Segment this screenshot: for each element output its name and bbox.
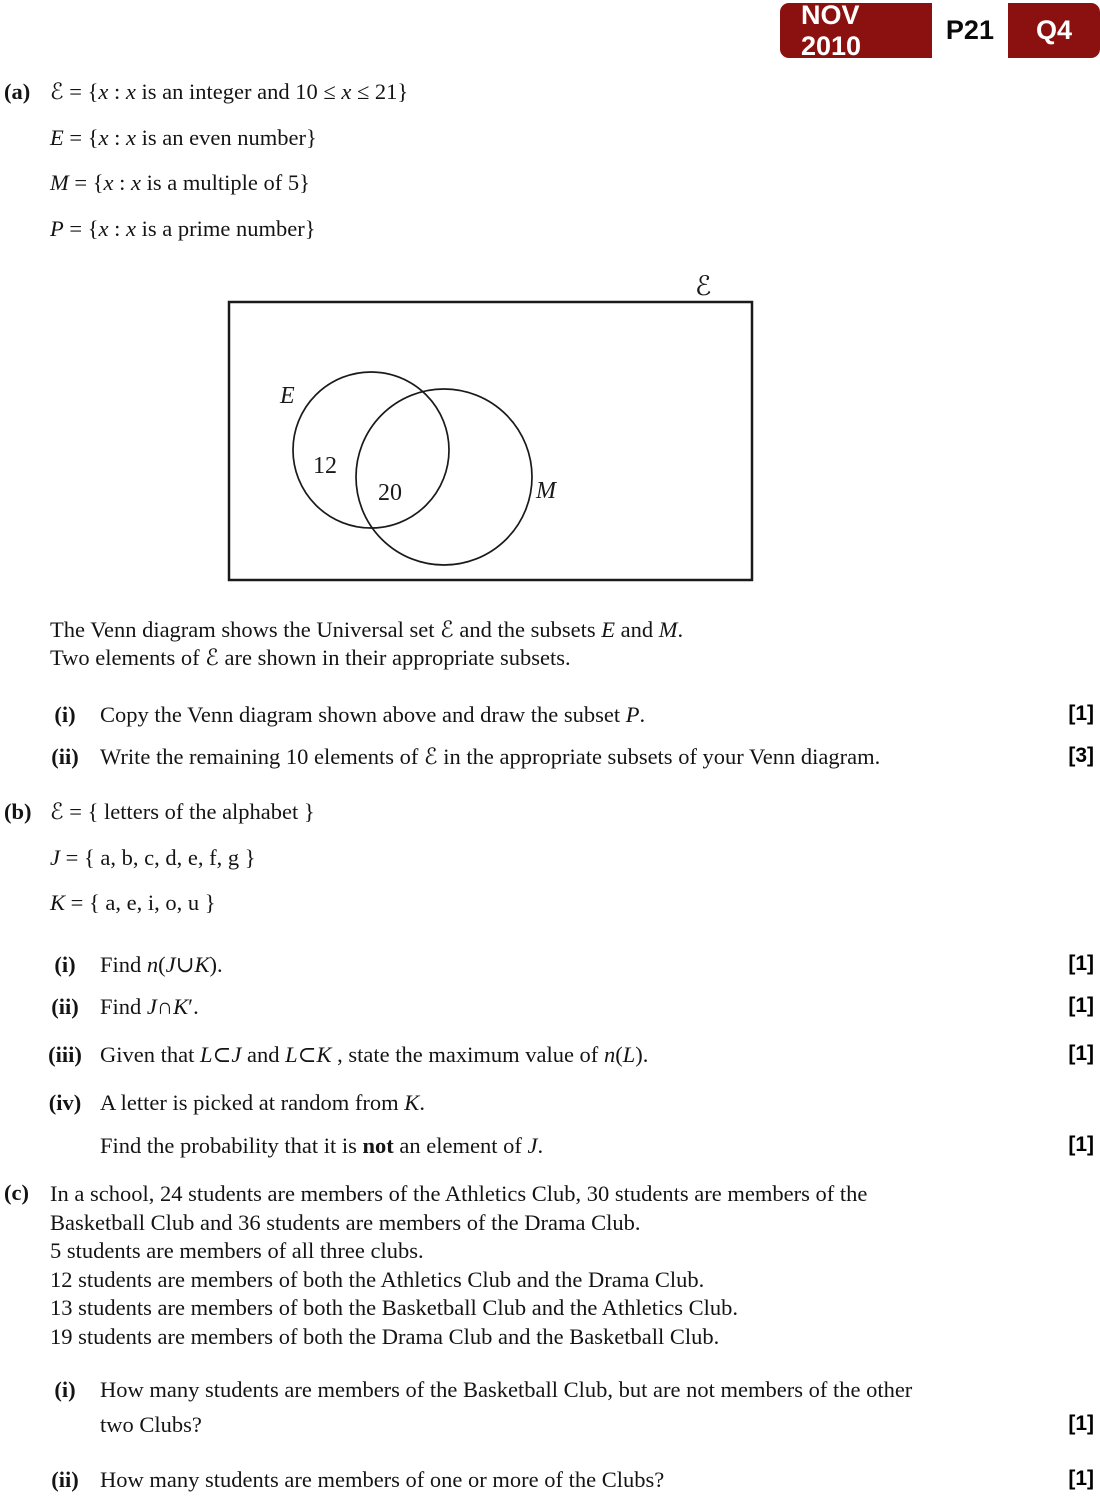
question-a-i-marks: [1] — [1068, 702, 1094, 725]
text-segment: = { — [68, 170, 104, 195]
text-segment: J — [146, 994, 157, 1019]
question-a-ii-tag: (ii) — [51, 744, 79, 769]
definition-text — [50, 216, 316, 242]
definition-text — [50, 890, 216, 916]
part-b-tag: (b) — [4, 799, 32, 824]
question-c-ii-marks: [1] — [1068, 1467, 1094, 1490]
text-segment: = { letters of the alphabet } — [63, 799, 315, 824]
part-c-stem-line: Basketball Club and 36 students are members of the Drama Club. — [50, 1209, 641, 1235]
part-c-stem-line: 13 students are members of both the Basketball Club and the Athletics Club. — [50, 1295, 739, 1321]
text-segment: x — [125, 79, 136, 104]
text-segment: are shown in their appropriate subsets. — [218, 645, 571, 670]
venn-diagram — [200, 255, 780, 595]
text-segment: : — [108, 125, 127, 150]
part-a-definition-p — [0, 216, 1100, 248]
text-segment: in the appropriate subsets of your Venn diagram. — [437, 744, 881, 769]
text-segment: Find — [100, 952, 147, 977]
text-segment: n — [603, 1042, 616, 1067]
venn-value-intersection: 20 — [378, 480, 402, 506]
part-a-definition-universal — [0, 79, 1100, 111]
text-segment: K — [194, 952, 210, 977]
text-segment: is an even number} — [136, 125, 317, 150]
text-segment: . — [419, 1090, 425, 1115]
venn-caption-line-2 — [0, 645, 1100, 677]
question-b-ii — [0, 994, 1100, 1026]
badge-paper: P21 — [932, 5, 1008, 56]
text-segment: x — [341, 79, 352, 104]
venn-label-e: E — [280, 383, 295, 409]
part-c-stem-line: In a school, 24 students are members of the Athletics Club, 30 students are members of the — [50, 1181, 868, 1206]
question-b-iii-marks: [1] — [1068, 1042, 1094, 1065]
text-segment: ℰ — [50, 799, 64, 825]
question-b-i-marks: [1] — [1068, 952, 1094, 975]
question-b-iv-tag: (iv) — [48, 1090, 82, 1115]
text-segment: ⊂ — [297, 1042, 317, 1067]
text-segment: = { — [63, 125, 99, 150]
text-segment: L — [199, 1042, 213, 1067]
question-a-ii — [0, 744, 1100, 776]
definition-text — [50, 79, 408, 105]
text-segment: J — [527, 1133, 538, 1158]
text-segment: is a multiple of 5} — [141, 170, 310, 195]
text-segment: E — [50, 125, 64, 150]
question-b-i — [0, 952, 1100, 984]
part-c-tag: (c) — [4, 1180, 29, 1205]
caption-text — [50, 645, 571, 671]
part-c-stem-line: 5 students are members of all three clubs. — [50, 1238, 424, 1264]
text-segment: K — [404, 1090, 420, 1115]
badge-session: NOV 2010 — [780, 3, 932, 58]
question-c-ii-tag: (ii) — [51, 1467, 79, 1492]
text-segment: J — [165, 952, 176, 977]
text-segment: n — [146, 952, 159, 977]
text-segment: E — [601, 617, 615, 642]
text-segment: The Venn diagram shows the Universal set — [50, 617, 441, 642]
question-b-ii-tag: (ii) — [51, 994, 79, 1019]
text-segment: Find — [100, 994, 147, 1019]
definition-text — [50, 845, 256, 871]
question-b-iii-text — [100, 1042, 648, 1068]
text-segment: M — [658, 617, 678, 642]
part-c-stem-line: 19 students are members of both the Drama Club and the Basketball Club. — [50, 1323, 720, 1349]
text-segment: . — [537, 1133, 544, 1158]
question-b-iii-tag: (iii) — [48, 1042, 82, 1067]
venn-value-e-only: 12 — [313, 453, 337, 479]
question-b-iii — [0, 1042, 1100, 1074]
text-segment: is an integer and 10 ≤ — [135, 79, 342, 104]
venn-diagram-svg — [200, 255, 780, 595]
question-a-ii-text — [100, 744, 880, 770]
question-a-i-text — [100, 702, 645, 728]
question-c-ii-text: How many students are members of one or more of the Clubs? — [100, 1467, 665, 1492]
text-segment: ∩ — [156, 994, 174, 1019]
question-c-ii — [0, 1467, 1100, 1496]
text-segment: Copy the Venn diagram shown above and draw the subset — [100, 702, 626, 727]
text-segment: x — [126, 216, 137, 241]
text-segment: ). — [635, 1042, 649, 1067]
text-segment: P — [50, 216, 64, 241]
question-c-i-tag: (i) — [54, 1377, 76, 1402]
definition-text — [50, 125, 317, 151]
text-segment: : — [113, 170, 132, 195]
text-segment: and — [614, 617, 659, 642]
text-segment: = { a, e, i, o, u } — [65, 890, 216, 915]
text-segment: : — [108, 79, 126, 104]
venn-label-universal: ℰ — [695, 271, 712, 302]
text-segment: ℰ — [50, 79, 64, 105]
venn-label-m: M — [536, 478, 556, 504]
definition-text — [50, 170, 310, 196]
text-segment: Two elements of — [50, 645, 206, 670]
part-c-stem — [50, 1180, 867, 1352]
question-c-i-marks: [1] — [1068, 1412, 1094, 1435]
text-segment: Write the remaining 10 elements of — [100, 744, 424, 769]
text-segment: J — [231, 1042, 242, 1067]
text-segment: is a prime number} — [136, 216, 316, 241]
text-segment: x — [98, 216, 109, 241]
text-segment: M — [50, 170, 69, 195]
text-segment: ≤ 21} — [351, 79, 409, 104]
text-segment: ). — [209, 952, 223, 977]
text-segment: x — [131, 170, 142, 195]
text-segment: an element of — [393, 1133, 528, 1158]
question-badge — [780, 3, 1100, 58]
question-b-iv-line-1 — [0, 1090, 1100, 1122]
text-segment: Given that — [100, 1042, 200, 1067]
question-b-iv-text-1 — [100, 1090, 425, 1116]
text-segment: x — [126, 125, 137, 150]
text-segment: : — [108, 216, 127, 241]
text-segment: P — [625, 702, 640, 727]
text-segment: ℰ — [440, 617, 454, 643]
question-b-iv-text-2 — [100, 1133, 543, 1159]
question-b-i-tag: (i) — [54, 952, 76, 977]
text-segment: x — [98, 125, 109, 150]
part-a-tag: (a) — [4, 79, 31, 104]
set-e-circle — [293, 372, 449, 528]
badge-question-number: Q4 — [1008, 3, 1100, 58]
question-b-ii-marks: [1] — [1068, 994, 1094, 1017]
text-segment: and — [241, 1042, 286, 1067]
text-segment: ( — [615, 1042, 623, 1067]
question-c-i-line-2 — [0, 1412, 1100, 1444]
text-segment: = { a, b, c, d, e, f, g } — [60, 845, 256, 870]
text-segment: = { — [63, 216, 99, 241]
text-segment: ′. — [188, 994, 199, 1019]
text-segment: x — [103, 170, 114, 195]
part-a-definition-m — [0, 170, 1100, 202]
question-a-ii-marks: [3] — [1068, 744, 1094, 767]
part-b-definition-universal — [0, 799, 1100, 831]
text-segment: A letter is picked at random from — [100, 1090, 405, 1115]
part-b-definition-j — [0, 845, 1100, 877]
text-segment: K — [50, 890, 66, 915]
question-a-i — [0, 702, 1100, 734]
text-segment: ∪ — [175, 952, 195, 977]
caption-text — [50, 617, 683, 643]
text-segment: L — [285, 1042, 298, 1067]
text-segment: K — [173, 994, 189, 1019]
question-b-iv-marks: [1] — [1068, 1133, 1094, 1156]
part-a-definition-e — [0, 125, 1100, 157]
question-b-ii-text — [100, 994, 199, 1020]
question-c-i-text-1: How many students are members of the Basketball Club, but are not members of the other — [100, 1377, 913, 1402]
text-segment: , state the maximum value of — [331, 1042, 604, 1067]
definition-text — [50, 799, 315, 825]
text-segment: K — [316, 1042, 332, 1067]
text-segment: x — [98, 79, 109, 104]
text-segment: ℰ — [424, 744, 438, 770]
text-segment: ( — [158, 952, 166, 977]
text-segment: . — [639, 702, 646, 727]
text-segment: ⊂ — [212, 1042, 232, 1067]
part-c-stem-line: 12 students are members of both the Athletics Club and the Drama Club. — [50, 1266, 705, 1292]
question-c-i-line-1 — [0, 1377, 1100, 1409]
question-a-i-tag: (i) — [54, 702, 76, 727]
question-b-iv-line-2 — [0, 1133, 1100, 1165]
text-segment: Find the probability that it is — [100, 1133, 363, 1158]
text-segment: . — [677, 617, 684, 642]
text-segment: J — [50, 845, 60, 870]
text-segment: L — [622, 1042, 636, 1067]
text-segment: ℰ — [205, 645, 219, 671]
text-segment: not — [362, 1133, 394, 1158]
universal-set-rectangle — [229, 302, 752, 580]
text-segment: = { — [63, 79, 99, 104]
part-b-definition-k — [0, 890, 1100, 922]
question-b-i-text — [100, 952, 223, 978]
text-segment: and the subsets — [453, 617, 602, 642]
question-c-i-text-2: two Clubs? — [100, 1412, 202, 1437]
